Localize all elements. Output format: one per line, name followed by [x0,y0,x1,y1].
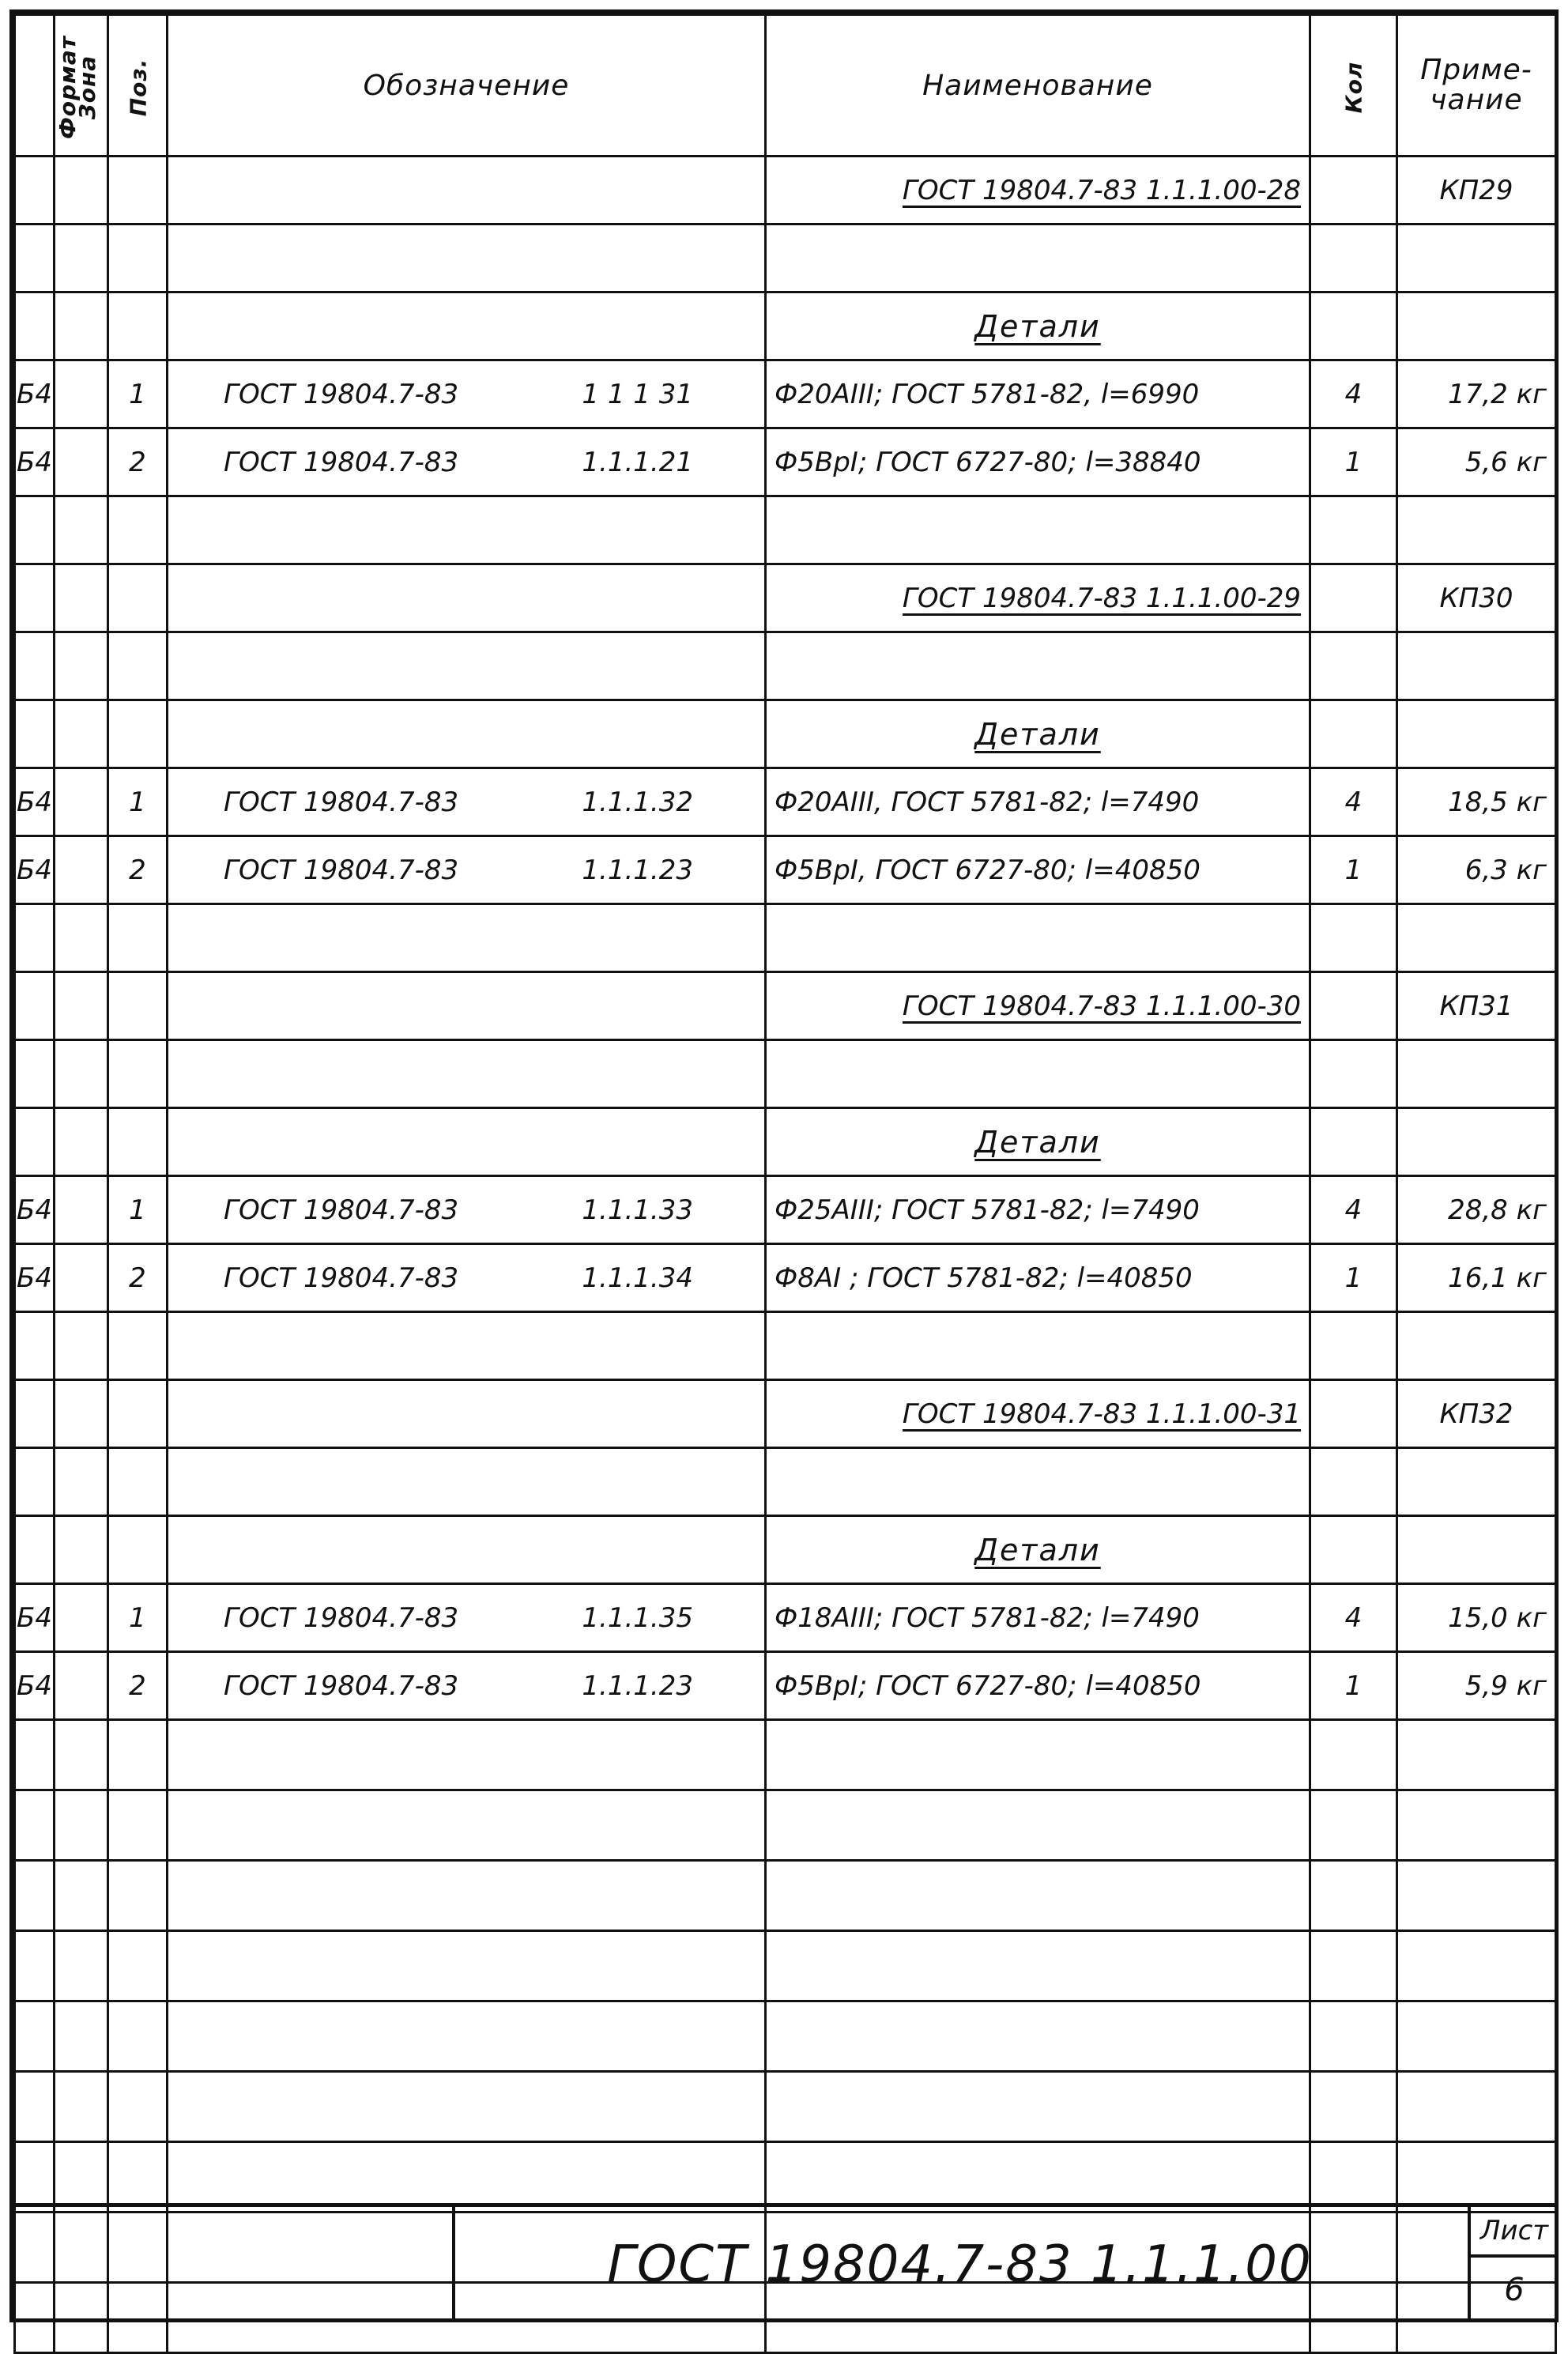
empty-cell [1310,1790,1397,1861]
assembly-row [15,972,1556,1040]
empty-cell [1397,632,1556,700]
zone-cell [55,1244,108,1312]
empty-cell [108,157,168,224]
empty-cell [108,700,168,768]
designation-code: 1 1 1 31 [582,378,693,410]
empty-cell [766,1448,1310,1516]
empty-cell [55,1040,108,1108]
empty-cell [15,2072,55,2142]
note-cell: 17,2 кг [1397,360,1556,428]
empty-cell [168,496,766,564]
empty-cell [55,972,108,1040]
empty-cell [55,496,108,564]
empty-cell [168,1380,766,1448]
empty-cell [1310,157,1397,224]
table-row [15,1652,1556,1720]
empty-cell [1310,496,1397,564]
zone-cell [55,428,108,496]
designation-cell [168,360,766,428]
empty-cell [15,1931,55,2001]
empty-cell [168,564,766,632]
empty-cell [766,904,1310,972]
section-title-text: Детали [974,1124,1101,1160]
name-cell: Ф8АI ; ГОСТ 5781-82; l=40850 [766,1244,1310,1312]
format-cell: Б4 [15,1176,55,1244]
format-cell: Б4 [15,1244,55,1312]
empty-cell [766,1720,1310,1790]
empty-cell [108,1040,168,1108]
qty-cell: 4 [1310,1584,1397,1652]
empty-cell [766,2072,1310,2142]
table-row [15,1176,1556,1244]
empty-cell [15,292,55,360]
qty-cell: 1 [1310,428,1397,496]
note-cell: 15,0 кг [1397,1584,1556,1652]
empty-cell [15,564,55,632]
assembly-designation [766,972,1310,1040]
document-designation: ГОСТ 19804.7-83 1.1.1.00 [607,2235,1313,2294]
empty-cell [168,1040,766,1108]
empty-cell [15,632,55,700]
assembly-row [15,1380,1556,1448]
spacer-row [15,496,1556,564]
empty-cell [108,1931,168,2001]
assembly-row [15,564,1556,632]
empty-cell [1310,1720,1397,1790]
empty-cell [168,972,766,1040]
empty-cell [1310,972,1397,1040]
empty-cell [1310,2001,1397,2072]
empty-cell [168,1790,766,1861]
empty-cell [108,2001,168,2072]
name-cell: Ф20АIII, ГОСТ 5781-82; l=7490 [766,768,1310,836]
empty-cell [55,1931,108,2001]
empty-cell [55,1720,108,1790]
empty-cell [766,2142,1310,2213]
qty-cell: 4 [1310,360,1397,428]
empty-cell [55,1790,108,1861]
empty-cell [55,1312,108,1380]
designation-cell [168,1244,766,1312]
note-cell: 16,1 кг [1397,1244,1556,1312]
section-row [15,1516,1556,1584]
empty-cell [1310,1448,1397,1516]
pos-cell: 2 [108,836,168,904]
col-zone-header: Зона [55,15,108,157]
empty-cell [108,292,168,360]
section-title-text: Детали [974,716,1101,752]
empty-cell [1310,1108,1397,1176]
empty-cell [15,2142,55,2213]
empty-cell [108,1448,168,1516]
designation-cell [168,1176,766,1244]
sheet-number: 6 [1504,2272,1525,2308]
empty-cell [1397,292,1556,360]
qty-cell: 1 [1310,1244,1397,1312]
note-cell: 6,3 кг [1397,836,1556,904]
sheet-box [1468,2207,1558,2322]
zone-cell [55,836,108,904]
col-pos-header: Поз. [108,15,168,157]
empty-cell [15,1108,55,1176]
empty-cell [168,1931,766,2001]
zone-cell [55,1652,108,1720]
designation-standard: ГОСТ 19804.7-83 [224,446,459,478]
assembly-note: КП29 [1397,157,1556,224]
empty-cell [168,904,766,972]
empty-cell [168,1516,766,1584]
empty-cell [55,292,108,360]
empty-cell [766,632,1310,700]
empty-cell [55,157,108,224]
empty-cell [55,2072,108,2142]
note-cell: 28,8 кг [1397,1176,1556,1244]
table-row [15,1584,1556,1652]
empty-cell [168,1108,766,1176]
empty-cell [108,224,168,292]
pos-cell: 2 [108,1652,168,1720]
assembly-designation [766,564,1310,632]
zone-cell [55,1176,108,1244]
empty-cell [55,1448,108,1516]
empty-cell [55,1861,108,1931]
empty-cell [15,1516,55,1584]
empty-cell [168,632,766,700]
specification-body [15,157,1556,2353]
empty-row [15,1861,1556,1931]
format-cell: Б4 [15,360,55,428]
pos-cell: 1 [108,360,168,428]
assembly-note: КП32 [1397,1380,1556,1448]
empty-cell [168,2142,766,2213]
pos-cell: 2 [108,1244,168,1312]
empty-cell [108,1312,168,1380]
designation-code: 1.1.1.32 [582,786,693,818]
empty-cell [108,1108,168,1176]
empty-cell [55,904,108,972]
format-cell: Б4 [15,1652,55,1720]
empty-cell [108,1516,168,1584]
col-name-header: Наименование [766,15,1310,157]
empty-cell [168,2072,766,2142]
empty-cell [1310,904,1397,972]
designation-standard: ГОСТ 19804.7-83 [224,854,459,886]
assembly-row [15,157,1556,224]
designation-standard: ГОСТ 19804.7-83 [224,1601,459,1634]
section-title [766,1516,1310,1584]
empty-cell [15,224,55,292]
empty-row [15,2001,1556,2072]
empty-cell [168,700,766,768]
empty-cell [168,1720,766,1790]
qty-cell: 4 [1310,768,1397,836]
empty-cell [766,224,1310,292]
designation-cell [168,1652,766,1720]
spacer-row [15,904,1556,972]
empty-cell [1397,2142,1556,2213]
section-row [15,1108,1556,1176]
empty-cell [168,1312,766,1380]
empty-cell [1310,1931,1397,2001]
section-row [15,292,1556,360]
col-format-header: Формат [15,15,55,157]
designation-cell [168,1584,766,1652]
title-block-blank [13,2207,455,2322]
table-row [15,768,1556,836]
note-cell: 18,5 кг [1397,768,1556,836]
empty-cell [15,1312,55,1380]
designation-standard: ГОСТ 19804.7-83 [224,1669,459,1702]
empty-cell [1397,224,1556,292]
assembly-designation-text: ГОСТ 19804.7-83 1.1.1.00-28 [902,174,1301,206]
drawing-sheet [9,9,1559,2322]
section-title [766,292,1310,360]
empty-cell [15,1040,55,1108]
empty-cell [766,1861,1310,1931]
empty-cell [55,2001,108,2072]
qty-cell: 1 [1310,836,1397,904]
empty-cell [15,157,55,224]
empty-row [15,1790,1556,1861]
empty-cell [55,564,108,632]
empty-cell [1397,1861,1556,1931]
zone-cell [55,768,108,836]
empty-cell [108,904,168,972]
empty-cell [1310,292,1397,360]
empty-cell [108,632,168,700]
empty-cell [1397,1931,1556,2001]
empty-cell [1397,1790,1556,1861]
empty-cell [766,1931,1310,2001]
empty-cell [108,2142,168,2213]
empty-cell [55,224,108,292]
designation-code: 1.1.1.35 [582,1601,693,1634]
designation-standard: ГОСТ 19804.7-83 [224,786,459,818]
empty-cell [108,496,168,564]
empty-cell [15,1720,55,1790]
empty-cell [1310,2142,1397,2213]
empty-cell [1310,632,1397,700]
name-cell: Ф18АIII; ГОСТ 5781-82; l=7490 [766,1584,1310,1652]
empty-cell [1397,1040,1556,1108]
assembly-designation-text: ГОСТ 19804.7-83 1.1.1.00-31 [902,1398,1301,1430]
section-title-text: Детали [974,308,1101,344]
empty-cell [1310,2072,1397,2142]
pos-cell: 1 [108,1584,168,1652]
empty-cell [1310,1516,1397,1584]
name-cell: Ф5ВрI; ГОСТ 6727-80; l=38840 [766,428,1310,496]
empty-cell [15,1380,55,1448]
empty-cell [1310,700,1397,768]
empty-cell [1397,1516,1556,1584]
col-designation-header: Обозначение [168,15,766,157]
empty-cell [168,1448,766,1516]
empty-cell [15,1790,55,1861]
empty-cell [1310,1312,1397,1380]
designation-standard: ГОСТ 19804.7-83 [224,1194,459,1226]
designation-standard: ГОСТ 19804.7-83 [224,378,459,410]
empty-cell [15,1861,55,1931]
empty-cell [1310,564,1397,632]
empty-cell [108,1380,168,1448]
empty-cell [15,496,55,564]
table-header-row [15,15,1556,157]
section-row [15,700,1556,768]
empty-cell [55,1380,108,1448]
empty-row [15,2072,1556,2142]
empty-cell [55,1108,108,1176]
designation-cell [168,428,766,496]
empty-cell [15,700,55,768]
empty-cell [1397,1720,1556,1790]
note-cell: 5,9 кг [1397,1652,1556,1720]
format-cell: Б4 [15,836,55,904]
empty-cell [1310,224,1397,292]
assembly-designation-text: ГОСТ 19804.7-83 1.1.1.00-29 [902,582,1301,614]
format-cell: Б4 [15,768,55,836]
empty-cell [1397,1312,1556,1380]
empty-cell [168,157,766,224]
pos-cell: 1 [108,1176,168,1244]
empty-cell [766,2001,1310,2072]
assembly-designation [766,1380,1310,1448]
name-cell: Ф5ВрI; ГОСТ 6727-80; l=40850 [766,1652,1310,1720]
assembly-designation-text: ГОСТ 19804.7-83 1.1.1.00-30 [902,990,1301,1022]
designation-code: 1.1.1.21 [582,446,693,478]
empty-cell [15,2001,55,2072]
specification-table [13,13,1557,2354]
col-qty-header: Кол [1310,15,1397,157]
empty-cell [168,224,766,292]
sheet-label: Лист [1471,2207,1558,2258]
empty-cell [766,496,1310,564]
format-cell: Б4 [15,428,55,496]
note-cell: 5,6 кг [1397,428,1556,496]
name-cell: Ф25АIII; ГОСТ 5781-82; l=7490 [766,1176,1310,1244]
empty-cell [766,1790,1310,1861]
designation-code: 1.1.1.23 [582,1669,693,1702]
empty-cell [168,292,766,360]
empty-cell [168,1861,766,1931]
assembly-note: КП31 [1397,972,1556,1040]
assembly-note: КП30 [1397,564,1556,632]
empty-cell [766,1040,1310,1108]
spacer-row [15,1040,1556,1108]
format-cell: Б4 [15,1584,55,1652]
table-row [15,428,1556,496]
empty-cell [168,2001,766,2072]
spacer-row [15,1312,1556,1380]
designation-code: 1.1.1.23 [582,854,693,886]
empty-cell [108,1790,168,1861]
empty-cell [55,2142,108,2213]
designation-code: 1.1.1.34 [582,1262,693,1294]
empty-cell [15,1448,55,1516]
empty-cell [108,564,168,632]
empty-cell [766,1312,1310,1380]
empty-row [15,1720,1556,1790]
zone-cell [55,360,108,428]
pos-cell: 1 [108,768,168,836]
empty-cell [1397,1448,1556,1516]
empty-cell [1310,1040,1397,1108]
empty-row [15,1931,1556,2001]
section-title [766,1108,1310,1176]
zone-cell [55,1584,108,1652]
empty-cell [15,972,55,1040]
table-row [15,360,1556,428]
section-title-text: Детали [974,1532,1101,1567]
empty-cell [1310,1380,1397,1448]
designation-cell [168,836,766,904]
empty-row [15,2142,1556,2213]
empty-cell [108,2072,168,2142]
assembly-designation [766,157,1310,224]
empty-cell [108,972,168,1040]
designation-cell [168,768,766,836]
name-cell: Ф20АIII; ГОСТ 5781-82, l=6990 [766,360,1310,428]
spacer-row [15,1448,1556,1516]
name-cell: Ф5ВрI, ГОСТ 6727-80; l=40850 [766,836,1310,904]
empty-cell [1397,496,1556,564]
empty-cell [1397,700,1556,768]
empty-cell [1397,904,1556,972]
empty-cell [1397,1108,1556,1176]
spacer-row [15,632,1556,700]
empty-cell [55,1516,108,1584]
empty-cell [55,700,108,768]
empty-cell [1310,1861,1397,1931]
empty-cell [1397,2001,1556,2072]
table-row [15,836,1556,904]
empty-cell [1397,2072,1556,2142]
title-block [13,2203,1555,2322]
empty-cell [108,1861,168,1931]
empty-cell [55,632,108,700]
designation-code: 1.1.1.33 [582,1194,693,1226]
qty-cell: 1 [1310,1652,1397,1720]
pos-cell: 2 [108,428,168,496]
empty-cell [108,1720,168,1790]
section-title [766,700,1310,768]
table-row [15,1244,1556,1312]
qty-cell: 4 [1310,1176,1397,1244]
empty-cell [15,904,55,972]
spacer-row [15,224,1556,292]
col-note-header: Приме- чание [1397,15,1556,157]
designation-standard: ГОСТ 19804.7-83 [224,1262,459,1294]
